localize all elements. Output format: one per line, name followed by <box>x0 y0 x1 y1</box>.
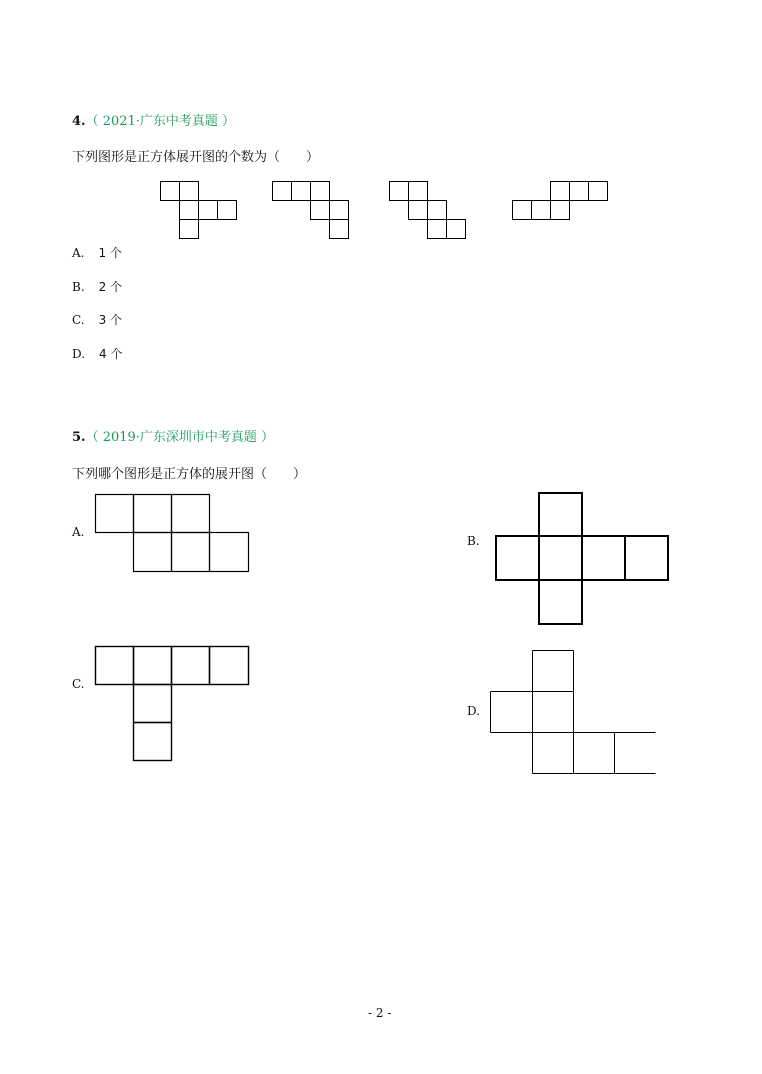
net-square <box>210 533 249 572</box>
net-square <box>311 182 330 201</box>
q4-option-a[interactable] <box>72 244 122 261</box>
net-square <box>551 182 570 201</box>
net-square <box>180 220 199 239</box>
option-letter: B. <box>72 280 85 294</box>
q4-source: （ 2021·广东中考真题 ） <box>85 114 236 129</box>
net-square <box>134 647 172 685</box>
net-square <box>172 533 210 572</box>
net-square <box>589 182 608 201</box>
net-square <box>390 182 409 201</box>
net-square <box>428 201 447 220</box>
net-square <box>539 580 582 624</box>
net-square <box>428 220 447 239</box>
option-text: 1 个 <box>98 246 122 260</box>
q4-net-3 <box>389 181 466 240</box>
net-square <box>134 723 172 761</box>
q5-option-a-label[interactable]: A. <box>72 525 85 539</box>
q5-stem: 下列哪个图形是正方体的展开图（ ） <box>72 467 307 482</box>
net-square <box>199 201 218 220</box>
net-square <box>409 182 428 201</box>
q5-net-b[interactable] <box>495 492 670 626</box>
net-square <box>292 182 311 201</box>
net-square <box>134 533 172 572</box>
net-square <box>409 201 428 220</box>
net-square <box>96 495 134 533</box>
q4-stem: 下列图形是正方体展开图的个数为（ ） <box>72 150 320 165</box>
q4-option-b[interactable] <box>72 278 122 295</box>
net-square <box>161 182 180 201</box>
net-square <box>180 201 199 220</box>
net-square <box>311 201 330 220</box>
net-square <box>218 201 237 220</box>
q4-option-d[interactable] <box>72 345 122 362</box>
net-square <box>330 220 349 239</box>
net-square <box>539 493 582 536</box>
q4-net-1 <box>160 181 237 240</box>
net-square <box>273 182 292 201</box>
net-square <box>96 647 134 685</box>
q5-number: 5. <box>72 430 86 445</box>
q5-source: （ 2019·广东深圳市中考真题 ） <box>85 430 275 445</box>
option-text: 3 个 <box>98 313 123 327</box>
option-letter: D. <box>72 347 86 361</box>
net-square <box>513 201 532 220</box>
q4-number: 4. <box>72 114 86 129</box>
q4-net-4 <box>512 181 608 221</box>
net-square <box>551 201 570 220</box>
net-square <box>210 647 249 685</box>
q5-net-c[interactable] <box>95 646 250 762</box>
q5-option-d-label[interactable]: D. <box>467 704 481 718</box>
q5-header <box>72 426 274 445</box>
q4-header <box>72 110 235 129</box>
page-number: - 2 - <box>368 1006 392 1020</box>
option-letter: C. <box>72 313 85 327</box>
q4-option-c[interactable] <box>72 311 122 328</box>
net-square <box>172 647 210 685</box>
net-square <box>539 536 582 580</box>
q5-option-c-label[interactable]: C. <box>72 677 85 691</box>
option-letter: A. <box>72 246 85 260</box>
net-square <box>496 536 539 580</box>
net-square <box>172 495 210 533</box>
net-square <box>134 685 172 723</box>
option-text: 2 个 <box>98 280 123 294</box>
option-text: 4 个 <box>99 347 123 361</box>
net-square <box>532 201 551 220</box>
net-square <box>582 536 625 580</box>
net-square <box>134 495 172 533</box>
q4-net-2 <box>272 181 349 240</box>
net-square <box>330 201 349 220</box>
net-square <box>180 182 199 201</box>
net-square <box>570 182 589 201</box>
q5-net-d[interactable] <box>489 650 657 775</box>
net-square <box>625 536 668 580</box>
q5-option-b-label[interactable]: B. <box>467 534 480 548</box>
q5-net-a[interactable] <box>95 494 250 573</box>
net-square <box>447 220 466 239</box>
